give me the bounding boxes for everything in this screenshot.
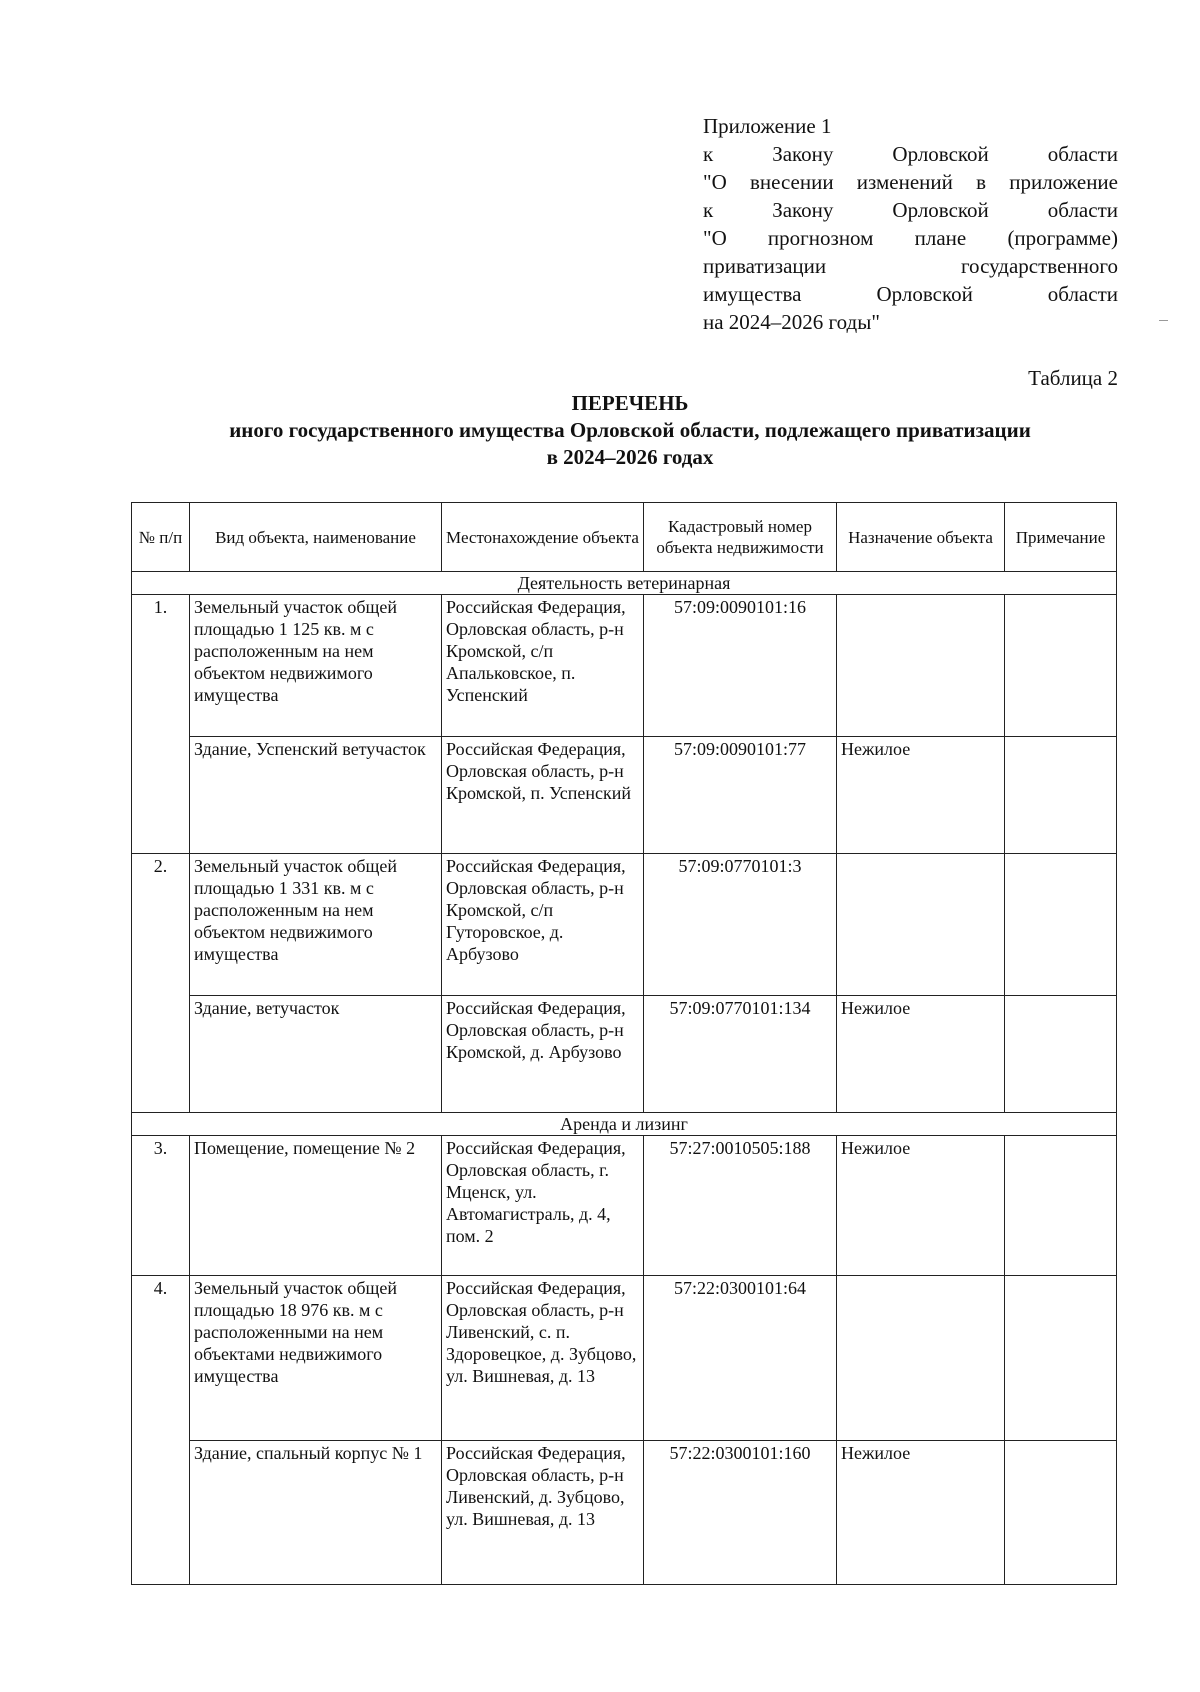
object-note xyxy=(1005,1276,1117,1441)
object-name: Здание, спальный корпус № 1 xyxy=(190,1441,442,1585)
object-location: Российская Федерация, Орловская область, г. Мценск, ул. Автомагистраль, д. 4, пом. 2 xyxy=(442,1136,644,1276)
row-number: 1. xyxy=(132,595,190,854)
table-row xyxy=(132,595,1117,737)
table-header-row xyxy=(132,503,1117,572)
header-location: Местонахождение объекта xyxy=(442,503,644,572)
cadastral-number: 57:09:0770101:3 xyxy=(644,854,837,996)
object-location: Российская Федерация, Орловская область, р-н Ливенский, д. Зубцово, ул. Вишневая, д. 13 xyxy=(442,1441,644,1585)
appendix-line: к Закону Орловской области xyxy=(703,142,1118,166)
object-purpose xyxy=(837,595,1005,737)
table-row xyxy=(132,1136,1117,1276)
object-location: Российская Федерация, Орловская область, р-н Кромской, д. Арбузово xyxy=(442,996,644,1113)
scan-mark xyxy=(1159,320,1168,321)
cadastral-number: 57:22:0300101:64 xyxy=(644,1276,837,1441)
table-row xyxy=(132,737,1117,854)
title-line-1: ПЕРЕЧЕНЬ xyxy=(571,391,689,415)
object-note xyxy=(1005,854,1117,996)
section-row xyxy=(132,1113,1117,1136)
object-name: Здание, ветучасток xyxy=(190,996,442,1113)
object-name: Земельный участок общей площадью 1 331 кв. м с расположенным на нем объектом недвижимого имущества xyxy=(190,854,442,996)
header-num: № п/п xyxy=(132,503,190,572)
section-title: Деятельность ветеринарная xyxy=(132,572,1117,595)
cadastral-number: 57:22:0300101:160 xyxy=(644,1441,837,1585)
appendix-line: "О внесении изменений в приложение xyxy=(703,170,1118,194)
object-note xyxy=(1005,1441,1117,1585)
object-note xyxy=(1005,737,1117,854)
appendix-line: "О прогнозном плане (программе) xyxy=(703,226,1118,250)
title-line-3: в 2024–2026 годах xyxy=(546,445,714,469)
object-location: Российская Федерация, Орловская область, р-н Кромской, п. Успенский xyxy=(442,737,644,854)
object-purpose xyxy=(837,1276,1005,1441)
table-row xyxy=(132,1441,1117,1585)
appendix-line: к Закону Орловской области xyxy=(703,198,1118,222)
object-purpose: Нежилое xyxy=(837,737,1005,854)
title-line-2: иного государственного имущества Орловской области, подлежащего приватизации xyxy=(229,418,1031,442)
object-name: Здание, Успенский ветучасток xyxy=(190,737,442,854)
cadastral-number: 57:09:0770101:134 xyxy=(644,996,837,1113)
object-purpose: Нежилое xyxy=(837,1136,1005,1276)
table-row xyxy=(132,1276,1117,1441)
section-row xyxy=(132,572,1117,595)
row-number: 2. xyxy=(132,854,190,1113)
appendix-line: Приложение 1 xyxy=(703,114,832,138)
object-location: Российская Федерация, Орловская область, р-н Ливенский, с. п. Здоровецкое, д. Зубцово, ул. Вишневая, д. 13 xyxy=(442,1276,644,1441)
table-label: Таблица 2 xyxy=(1028,366,1118,390)
appendix-line: приватизации государственного xyxy=(703,254,1118,278)
cadastral-number: 57:09:0090101:77 xyxy=(644,737,837,854)
object-name: Земельный участок общей площадью 1 125 кв. м с расположенным на нем объектом недвижимого имущества xyxy=(190,595,442,737)
document-title xyxy=(150,390,1110,471)
object-note xyxy=(1005,595,1117,737)
header-cadastral: Кадастровый номер объекта недвижимости xyxy=(644,503,837,572)
object-location: Российская Федерация, Орловская область, р-н Кромской, с/п Апальковское, п. Успенский xyxy=(442,595,644,737)
object-purpose: Нежилое xyxy=(837,1441,1005,1585)
property-table xyxy=(131,502,1117,1585)
row-number: 4. xyxy=(132,1276,190,1585)
object-location: Российская Федерация, Орловская область, р-н Кромской, с/п Гуторовское, д. Арбузово xyxy=(442,854,644,996)
object-name: Земельный участок общей площадью 18 976 кв. м с расположенными на нем объектами недвижимого имущества xyxy=(190,1276,442,1441)
table-row xyxy=(132,854,1117,996)
object-purpose: Нежилое xyxy=(837,996,1005,1113)
header-note: Примечание xyxy=(1005,503,1117,572)
header-purpose: Назначение объекта xyxy=(837,503,1005,572)
row-number: 3. xyxy=(132,1136,190,1276)
header-name: Вид объекта, наименование xyxy=(190,503,442,572)
table-row xyxy=(132,996,1117,1113)
cadastral-number: 57:27:0010505:188 xyxy=(644,1136,837,1276)
appendix-line: на 2024–2026 годы" xyxy=(703,310,880,334)
appendix-block xyxy=(703,112,1118,336)
object-name: Помещение, помещение № 2 xyxy=(190,1136,442,1276)
cadastral-number: 57:09:0090101:16 xyxy=(644,595,837,737)
object-note xyxy=(1005,1136,1117,1276)
object-note xyxy=(1005,996,1117,1113)
object-purpose xyxy=(837,854,1005,996)
appendix-line: имущества Орловской области xyxy=(703,282,1118,306)
section-title: Аренда и лизинг xyxy=(132,1113,1117,1136)
